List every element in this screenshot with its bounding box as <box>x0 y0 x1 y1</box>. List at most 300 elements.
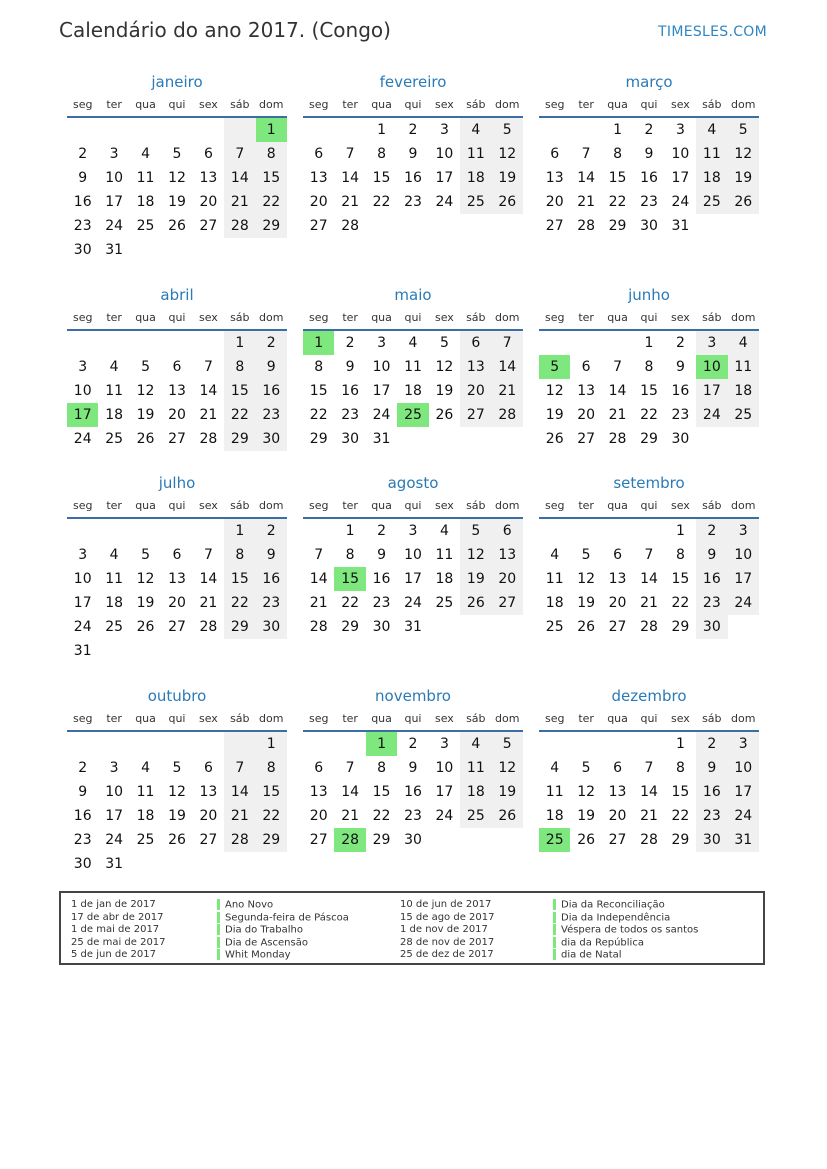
day-cell: 4 <box>550 760 560 776</box>
day-cell: 5 <box>141 359 151 375</box>
day-cell: 30 <box>256 615 287 639</box>
holiday-color-marker <box>217 899 220 910</box>
weekday-label: qua <box>607 97 628 111</box>
day-cell: 4 <box>141 760 151 776</box>
day-cell: 17 <box>73 595 92 611</box>
day-cell: 27 <box>309 218 328 234</box>
day-cell: 14 <box>492 355 523 379</box>
day-cell: 12 <box>136 571 155 587</box>
day-cell: 26 <box>492 804 523 828</box>
holiday-day-cell: 15 <box>334 567 365 591</box>
weekday-label: qui <box>168 711 186 725</box>
day-cell: 6 <box>314 146 324 162</box>
holiday-color-marker <box>553 912 556 923</box>
day-cell: 5 <box>439 335 449 351</box>
weekday-label: dom <box>495 310 520 324</box>
day-cell: 12 <box>577 571 596 587</box>
day-cell: 9 <box>256 543 287 567</box>
day-cell: 2 <box>696 519 727 543</box>
empty-day-cell <box>602 732 633 756</box>
day-cell: 2 <box>408 122 418 138</box>
weekday-label: sáb <box>466 711 486 725</box>
day-cell: 30 <box>671 431 690 447</box>
weekday-label: ter <box>578 711 594 725</box>
day-cell: 10 <box>404 547 422 563</box>
empty-day-cell <box>696 427 727 451</box>
weekday-label: qui <box>640 97 658 111</box>
weekday-label: dom <box>731 97 756 111</box>
weekday-label: qua <box>135 310 156 324</box>
day-cell: 6 <box>203 146 213 162</box>
holiday-color-marker <box>217 912 220 923</box>
day-cell: 17 <box>728 780 759 804</box>
day-cell: 23 <box>341 407 360 423</box>
day-cell: 23 <box>696 591 727 615</box>
day-cell: 29 <box>640 431 658 447</box>
day-cell: 16 <box>671 383 690 399</box>
weekday-header <box>67 706 287 732</box>
day-cell: 23 <box>696 804 727 828</box>
day-cell: 12 <box>136 383 155 399</box>
empty-day-cell <box>130 238 161 262</box>
day-cell: 27 <box>577 431 596 447</box>
day-cell: 6 <box>203 760 213 776</box>
day-cell: 3 <box>78 359 88 375</box>
day-cell: 25 <box>136 218 155 234</box>
day-cell: 10 <box>105 784 124 800</box>
day-cell: 16 <box>696 780 727 804</box>
legend-names-col-1 <box>217 899 349 962</box>
weekday-label: qui <box>404 498 422 512</box>
day-grid <box>67 519 287 663</box>
day-cell: 14 <box>640 571 658 587</box>
weekday-header <box>539 706 759 732</box>
day-cell: 7 <box>492 331 523 355</box>
day-cell: 18 <box>435 571 454 587</box>
month-name: janeiro <box>151 73 203 91</box>
day-cell: 15 <box>256 166 287 190</box>
day-cell: 22 <box>608 194 627 210</box>
day-cell: 3 <box>109 760 119 776</box>
day-cell: 9 <box>345 359 355 375</box>
weekday-label: qua <box>135 97 156 111</box>
day-cell: 30 <box>73 242 92 258</box>
day-cell: 2 <box>256 519 287 543</box>
day-cell: 13 <box>309 170 328 186</box>
day-cell: 24 <box>671 194 690 210</box>
day-cell: 7 <box>581 146 591 162</box>
day-cell: 6 <box>172 359 182 375</box>
legend-holiday-name: Dia de Ascensão <box>225 937 308 949</box>
empty-day-cell <box>161 331 192 355</box>
day-cell: 3 <box>728 732 759 756</box>
day-cell: 19 <box>492 780 523 804</box>
day-cell: 10 <box>728 543 759 567</box>
month-setembro <box>539 473 759 639</box>
day-cell: 30 <box>404 832 422 848</box>
weekday-label: sex <box>198 310 218 324</box>
day-cell: 16 <box>256 379 287 403</box>
empty-day-cell <box>303 519 334 543</box>
day-grid <box>303 732 523 852</box>
day-cell: 30 <box>372 619 391 635</box>
weekday-label: dom <box>259 711 284 725</box>
day-cell: 27 <box>168 619 186 635</box>
month-janeiro <box>67 72 287 262</box>
day-cell: 25 <box>105 619 124 635</box>
empty-day-cell <box>570 331 601 355</box>
day-cell: 6 <box>613 547 623 563</box>
empty-day-cell <box>429 615 460 639</box>
day-cell: 15 <box>640 383 658 399</box>
empty-day-cell <box>366 214 397 238</box>
day-cell: 11 <box>136 170 155 186</box>
weekday-label: ter <box>342 97 358 111</box>
weekday-label: dom <box>259 310 284 324</box>
day-cell: 17 <box>105 808 124 824</box>
weekday-label: dom <box>259 498 284 512</box>
legend-names-col-2 <box>553 899 698 962</box>
month-name: julho <box>158 474 196 492</box>
day-cell: 31 <box>671 218 690 234</box>
day-cell: 19 <box>435 383 454 399</box>
weekday-label: dom <box>495 498 520 512</box>
day-cell: 8 <box>613 146 623 162</box>
empty-day-cell <box>256 852 287 876</box>
day-grid <box>539 331 759 451</box>
day-cell: 9 <box>256 355 287 379</box>
legend-holiday-name: Whit Monday <box>225 949 291 961</box>
day-cell: 3 <box>439 736 449 752</box>
day-cell: 28 <box>608 431 627 447</box>
legend-holiday <box>553 912 698 925</box>
day-cell: 4 <box>109 359 119 375</box>
holiday-day-cell: 1 <box>303 331 334 355</box>
day-cell: 24 <box>105 218 124 234</box>
weekday-label: qui <box>168 498 186 512</box>
empty-day-cell <box>130 331 161 355</box>
day-cell: 20 <box>199 194 218 210</box>
day-cell: 27 <box>608 832 627 848</box>
month-name: fevereiro <box>379 73 447 91</box>
day-cell: 28 <box>224 214 255 238</box>
day-cell: 5 <box>460 519 491 543</box>
day-cell: 13 <box>577 383 596 399</box>
day-cell: 20 <box>309 808 328 824</box>
empty-day-cell <box>130 639 161 663</box>
empty-day-cell <box>570 732 601 756</box>
weekday-label: sáb <box>466 498 486 512</box>
month-junho <box>539 285 759 451</box>
day-cell: 18 <box>545 808 564 824</box>
day-cell: 23 <box>404 194 422 210</box>
empty-day-cell <box>633 519 664 543</box>
day-cell: 27 <box>545 218 564 234</box>
day-cell: 24 <box>435 808 454 824</box>
day-cell: 15 <box>309 383 328 399</box>
day-cell: 16 <box>73 808 92 824</box>
day-cell: 11 <box>105 383 124 399</box>
legend-dates-col-2 <box>400 899 494 962</box>
day-cell: 1 <box>644 335 654 351</box>
day-cell: 25 <box>728 403 759 427</box>
day-cell: 5 <box>728 118 759 142</box>
day-cell: 29 <box>256 214 287 238</box>
day-cell: 16 <box>696 567 727 591</box>
month-name: setembro <box>613 474 685 492</box>
day-cell: 12 <box>492 756 523 780</box>
day-cell: 30 <box>341 431 360 447</box>
day-cell: 25 <box>435 595 454 611</box>
day-cell: 8 <box>675 760 685 776</box>
empty-day-cell <box>728 427 759 451</box>
day-cell: 7 <box>224 756 255 780</box>
month-name: junho <box>628 286 670 304</box>
day-cell: 1 <box>256 732 287 756</box>
day-cell: 4 <box>141 146 151 162</box>
day-cell: 6 <box>314 760 324 776</box>
day-cell: 2 <box>408 736 418 752</box>
weekday-label: qua <box>607 498 628 512</box>
day-cell: 15 <box>224 567 255 591</box>
month-name: maio <box>394 286 432 304</box>
weekday-label: seg <box>308 498 329 512</box>
day-cell: 29 <box>309 431 328 447</box>
day-cell: 31 <box>105 242 124 258</box>
holiday-color-marker <box>217 937 220 948</box>
day-cell: 24 <box>728 804 759 828</box>
day-cell: 20 <box>168 407 186 423</box>
day-cell: 22 <box>224 403 255 427</box>
empty-day-cell <box>161 519 192 543</box>
weekday-label: dom <box>495 711 520 725</box>
day-cell: 23 <box>372 595 391 611</box>
day-cell: 10 <box>372 359 391 375</box>
day-cell: 10 <box>435 146 454 162</box>
day-cell: 11 <box>545 571 564 587</box>
day-cell: 31 <box>404 619 422 635</box>
day-cell: 2 <box>377 523 387 539</box>
day-cell: 22 <box>224 591 255 615</box>
month-julho <box>67 473 287 663</box>
day-cell: 25 <box>136 832 155 848</box>
day-cell: 12 <box>168 170 186 186</box>
holiday-color-marker <box>553 949 556 960</box>
empty-day-cell <box>161 852 192 876</box>
weekday-label: sex <box>670 711 690 725</box>
weekday-label: seg <box>308 310 329 324</box>
weekday-label: sex <box>198 711 218 725</box>
day-cell: 27 <box>199 218 218 234</box>
weekday-header <box>303 305 523 331</box>
day-cell: 21 <box>224 804 255 828</box>
day-cell: 22 <box>341 595 360 611</box>
holiday-color-marker <box>217 949 220 960</box>
day-cell: 8 <box>345 547 355 563</box>
day-cell: 4 <box>109 547 119 563</box>
day-cell: 11 <box>136 784 155 800</box>
day-grid <box>303 519 523 639</box>
day-cell: 3 <box>78 547 88 563</box>
day-cell: 11 <box>460 756 491 780</box>
legend-holiday <box>217 924 349 937</box>
weekday-label: sáb <box>466 310 486 324</box>
empty-day-cell <box>193 118 224 142</box>
legend-holiday <box>217 912 349 925</box>
day-cell: 8 <box>256 142 287 166</box>
holiday-day-cell: 5 <box>539 355 570 379</box>
month-maio <box>303 285 523 451</box>
day-cell: 8 <box>256 756 287 780</box>
page-title: Calendário do ano 2017. (Congo) <box>59 18 391 42</box>
day-cell: 16 <box>256 567 287 591</box>
empty-day-cell <box>98 639 129 663</box>
legend-holiday-name: Dia do Trabalho <box>225 924 304 936</box>
day-cell: 2 <box>256 331 287 355</box>
weekday-label: ter <box>342 711 358 725</box>
legend-holiday-name: dia da República <box>561 937 644 949</box>
day-cell: 22 <box>671 595 690 611</box>
month-name: agosto <box>387 474 439 492</box>
day-cell: 15 <box>372 784 391 800</box>
day-cell: 8 <box>675 547 685 563</box>
day-cell: 14 <box>224 780 255 804</box>
day-cell: 11 <box>404 359 422 375</box>
day-cell: 17 <box>404 571 422 587</box>
empty-day-cell <box>193 331 224 355</box>
day-cell: 26 <box>728 190 759 214</box>
legend-holiday <box>217 949 349 962</box>
day-cell: 30 <box>256 427 287 451</box>
day-cell: 4 <box>439 523 449 539</box>
day-cell: 7 <box>224 142 255 166</box>
day-cell: 27 <box>492 591 523 615</box>
legend-date: 1 de mai de 2017 <box>71 924 160 936</box>
day-cell: 9 <box>408 760 418 776</box>
weekday-label: sáb <box>230 498 250 512</box>
day-cell: 2 <box>78 146 88 162</box>
day-cell: 20 <box>199 808 218 824</box>
day-cell: 24 <box>105 832 124 848</box>
day-cell: 8 <box>224 355 255 379</box>
weekday-label: ter <box>578 310 594 324</box>
weekday-label: seg <box>544 97 565 111</box>
day-cell: 22 <box>309 407 328 423</box>
day-cell: 8 <box>224 543 255 567</box>
empty-day-cell <box>98 519 129 543</box>
day-cell: 27 <box>199 832 218 848</box>
day-cell: 29 <box>671 619 690 635</box>
day-cell: 27 <box>309 832 328 848</box>
day-cell: 6 <box>172 547 182 563</box>
month-fevereiro <box>303 72 523 238</box>
day-cell: 25 <box>105 431 124 447</box>
weekday-label: sex <box>198 97 218 111</box>
day-cell: 1 <box>224 331 255 355</box>
weekday-label: seg <box>308 711 329 725</box>
weekday-label: qua <box>135 498 156 512</box>
weekday-label: sáb <box>230 310 250 324</box>
day-cell: 20 <box>460 379 491 403</box>
day-cell: 21 <box>199 407 218 423</box>
holiday-color-marker <box>553 899 556 910</box>
weekday-label: ter <box>578 97 594 111</box>
weekday-header <box>539 92 759 118</box>
empty-day-cell <box>67 331 98 355</box>
day-cell: 14 <box>341 784 360 800</box>
day-cell: 13 <box>168 383 186 399</box>
brand-link[interactable]: TIMESLES.COM <box>658 24 767 40</box>
day-cell: 11 <box>728 355 759 379</box>
day-cell: 20 <box>168 595 186 611</box>
weekday-label: sáb <box>702 498 722 512</box>
empty-day-cell <box>460 828 491 852</box>
day-cell: 15 <box>372 170 391 186</box>
day-cell: 18 <box>136 194 155 210</box>
day-cell: 22 <box>256 804 287 828</box>
day-cell: 7 <box>613 359 623 375</box>
day-cell: 7 <box>644 760 654 776</box>
day-cell: 13 <box>168 571 186 587</box>
holiday-day-cell: 1 <box>256 118 287 142</box>
day-cell: 5 <box>492 732 523 756</box>
weekday-label: qua <box>371 711 392 725</box>
day-cell: 20 <box>608 808 627 824</box>
day-cell: 21 <box>640 595 658 611</box>
holiday-day-cell: 25 <box>397 403 428 427</box>
empty-day-cell <box>98 732 129 756</box>
day-cell: 20 <box>492 567 523 591</box>
day-cell: 15 <box>224 379 255 403</box>
day-cell: 5 <box>172 760 182 776</box>
day-cell: 19 <box>728 166 759 190</box>
weekday-label: qua <box>371 498 392 512</box>
month-name: dezembro <box>611 687 687 705</box>
day-cell: 13 <box>199 784 218 800</box>
day-cell: 17 <box>696 379 727 403</box>
day-cell: 9 <box>696 543 727 567</box>
weekday-label: sex <box>670 97 690 111</box>
empty-day-cell <box>193 238 224 262</box>
day-cell: 20 <box>577 407 596 423</box>
weekday-label: qui <box>640 498 658 512</box>
day-cell: 21 <box>341 808 360 824</box>
day-cell: 19 <box>460 567 491 591</box>
weekday-header <box>67 92 287 118</box>
day-cell: 12 <box>492 142 523 166</box>
day-cell: 28 <box>640 832 658 848</box>
day-cell: 15 <box>671 784 690 800</box>
day-grid <box>67 331 287 451</box>
day-cell: 18 <box>105 595 124 611</box>
day-cell: 19 <box>136 595 155 611</box>
day-cell: 12 <box>460 543 491 567</box>
empty-day-cell <box>224 238 255 262</box>
holiday-day-cell: 17 <box>67 403 98 427</box>
day-cell: 22 <box>256 190 287 214</box>
day-cell: 9 <box>78 170 88 186</box>
day-cell: 26 <box>435 407 454 423</box>
empty-day-cell <box>460 615 491 639</box>
weekday-label: seg <box>72 310 93 324</box>
weekday-label: qui <box>168 310 186 324</box>
weekday-label: dom <box>495 97 520 111</box>
day-cell: 4 <box>550 547 560 563</box>
weekday-label: sex <box>670 498 690 512</box>
day-cell: 3 <box>109 146 119 162</box>
day-grid <box>539 519 759 639</box>
empty-day-cell <box>193 732 224 756</box>
